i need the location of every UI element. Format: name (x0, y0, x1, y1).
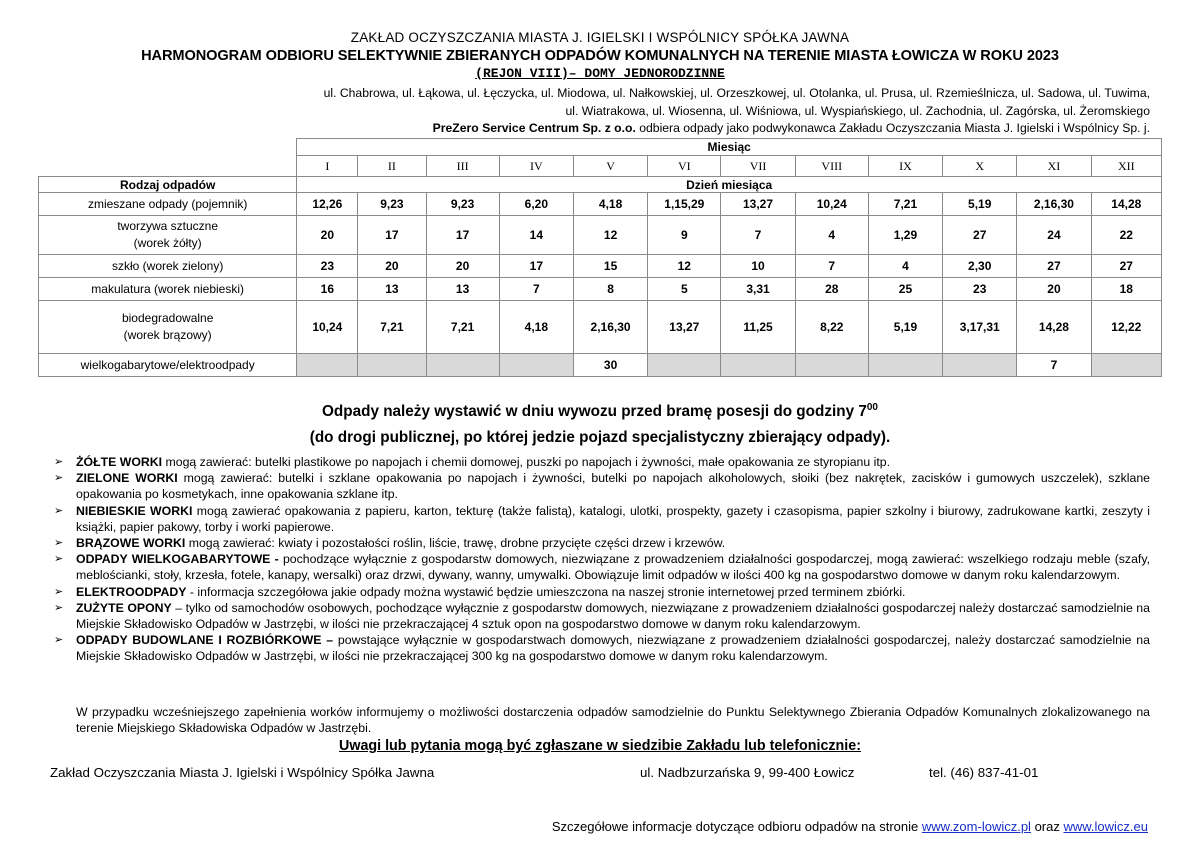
pickup-day-cell: 23 (297, 255, 358, 278)
rule-item (54, 584, 1150, 600)
rule-item (54, 503, 1150, 535)
waste-type-label-line-2: (worek brązowy) (123, 328, 212, 342)
pickup-day-cell: 9,23 (426, 193, 499, 216)
month-9: IX (868, 156, 942, 177)
pickup-day-cell: 5,19 (943, 193, 1017, 216)
month-header-row (39, 139, 1162, 156)
region-subtitle-text: (REJON VIII)– DOMY JEDNORODZINNE (475, 66, 725, 81)
waste-type-label-line-1: tworzywa sztuczne (117, 219, 219, 233)
waste-type-label-line-2: (worek żółty) (133, 236, 202, 250)
schedule-table (38, 138, 1162, 377)
setout-notice-detail: (do drogi publicznej, po której jedzie pojazd specjalistyczny zbierający odpady). (309, 429, 891, 446)
arrow-bullet-icon: ➢ (54, 634, 64, 647)
street-list (150, 85, 1150, 120)
pickup-day-cell: 7,21 (868, 193, 942, 216)
pickup-day-cell (297, 354, 358, 377)
month-12: XII (1091, 156, 1161, 177)
day-of-month-header: Dzień miesiąca (297, 177, 1162, 193)
pickup-day-cell: 20 (426, 255, 499, 278)
rule-heading: ZUŻYTE OPONY (76, 600, 172, 615)
waste-type-label (39, 354, 297, 377)
pickup-day-cell (943, 354, 1017, 377)
table-row (39, 255, 1162, 278)
pickup-day-cell (358, 354, 426, 377)
pickup-day-cell (499, 354, 573, 377)
pickup-day-cell: 12 (573, 216, 647, 255)
waste-type-label (39, 278, 297, 301)
rule-text: mogą zawierać: kwiaty i pozostałości roślin, liście, trawę, drobne przycięte części drzew i krzewów. (185, 536, 726, 551)
table-row (39, 216, 1162, 255)
pickup-day-cell: 30 (573, 354, 647, 377)
pickup-day-cell: 25 (868, 278, 942, 301)
rule-text: mogą zawierać opakowania z papieru, karton, tekturę (także falistą), katalogi, ulotki, prospekty, gazety i czasopisma, papier szkolny i biurowy, zadrukowane kartki, zeszyty i książki, papier pakowy, torby i worki papierowe. (76, 503, 1150, 534)
pickup-day-cell: 4,18 (573, 193, 647, 216)
pickup-day-cell: 13,27 (648, 301, 721, 354)
pickup-day-cell (721, 354, 795, 377)
month-11: XI (1017, 156, 1091, 177)
pickup-day-cell: 12 (648, 255, 721, 278)
pickup-day-cell: 17 (426, 216, 499, 255)
month-8: VIII (795, 156, 868, 177)
pickup-day-cell: 3,31 (721, 278, 795, 301)
pickup-day-cell: 14,28 (1091, 193, 1161, 216)
table-row (39, 278, 1162, 301)
pickup-day-cell: 7 (499, 278, 573, 301)
setout-notice-minutes: 00 (866, 402, 878, 413)
rule-heading: ZIELONE WORKI (76, 471, 178, 486)
pickup-day-cell: 18 (1091, 278, 1161, 301)
arrow-bullet-icon: ➢ (54, 553, 64, 566)
pickup-day-cell: 23 (943, 278, 1017, 301)
document-title: HARMONOGRAM ODBIORU SELEKTYWNIE ZBIERANYCH ODPADÓW KOMUNALNYCH NA TERENIE MIASTA ŁOWICZA W ROKU 2023 (141, 48, 1059, 64)
pickup-day-cell: 10 (721, 255, 795, 278)
pickup-day-cell: 4 (795, 216, 868, 255)
rule-item (54, 535, 1150, 551)
arrow-bullet-icon: ➢ (54, 472, 64, 485)
pickup-day-cell: 10,24 (297, 301, 358, 354)
info-paragraph: W przypadku wcześniejszego zapełnienia worków informujemy o możliwości dostarczenia odpadów samodzielnie do Punktu Selektywnego Zbierania Odpadów Komunalnych zlokalizowanego na terenie Miejskiego Składowiska Odpadów w Jastrzębi. (76, 705, 1150, 736)
contact-heading: Uwagi lub pytania mogą być zgłaszane w siedzibie Zakładu lub telefonicznie: (339, 738, 861, 754)
pickup-day-cell: 7 (721, 216, 795, 255)
rule-heading: ODPADY BUDOWLANE I ROZBIÓRKOWE – (76, 633, 334, 648)
setout-notice (0, 402, 1200, 421)
zom-lowicz-link[interactable]: www.zom-lowicz.pl (921, 819, 1031, 834)
pickup-day-cell: 9,23 (358, 193, 426, 216)
month-4: IV (499, 156, 573, 177)
contact-phone: tel. (46) 837-41-01 (929, 765, 1039, 780)
pickup-day-cell (795, 354, 868, 377)
rule-heading: ELEKTROODPADY (76, 584, 187, 599)
footer-text: Szczegółowe informacje dotyczące odbioru odpadów na stronie (551, 819, 922, 834)
street-list-line-2: ul. Wiatrakowa, ul. Wiosenna, ul. Wiśniowa, ul. Wyspiańskiego, ul. Zachodnia, ul. Zagórska, ul. Żeromskiego (565, 103, 1150, 118)
pickup-day-cell: 20 (1017, 278, 1091, 301)
pickup-day-cell: 1,15,29 (648, 193, 721, 216)
month-10: X (943, 156, 1017, 177)
month-3: III (426, 156, 499, 177)
arrow-bullet-icon: ➢ (54, 585, 64, 598)
pickup-day-cell: 17 (358, 216, 426, 255)
rule-item (54, 632, 1150, 664)
street-list-line-1: ul. Chabrowa, ul. Łąkowa, ul. Łęczycka, ul. Miodowa, ul. Nałkowskiej, ul. Orzeszkowej, ul. Otolanka, ul. Prusa, ul. Rzemieślnicza, ul. Sadowa, ul. Tuwima, (323, 86, 1150, 100)
pickup-day-cell: 13 (358, 278, 426, 301)
pickup-day-cell: 7 (1017, 354, 1091, 377)
pickup-day-cell (868, 354, 942, 377)
lowicz-link[interactable]: www.lowicz.eu (1063, 819, 1148, 834)
contact-company-name: Zakład Oczyszczania Miasta J. Igielski i Wspólnicy Spółka Jawna (50, 765, 435, 780)
pickup-day-cell: 12,22 (1091, 301, 1161, 354)
rule-text: – tylko od samochodów osobowych, pochodzące wyłącznie z gospodarstw domowych, niezwiązane z prowadzeniem działalności gospodarczej należy dostarczać samodzielnie na Miejskie Składowisko Odpadów w Jastrzębi, w ilości nie przekraczającej 4 sztuk opon na gospodarstwo domowe w danym roku kalendarzowym. (76, 600, 1150, 632)
waste-type-header: Rodzaj odpadów (39, 177, 297, 193)
subcontractor-name: PreZero Service Centrum Sp. z o.o. (432, 121, 636, 135)
pickup-day-cell: 8,22 (795, 301, 868, 354)
pickup-day-cell: 13 (426, 278, 499, 301)
rule-item (54, 470, 1150, 502)
pickup-day-cell: 9 (648, 216, 721, 255)
subheader-row (39, 177, 1162, 193)
pickup-day-cell: 14,28 (1017, 301, 1091, 354)
pickup-day-cell: 15 (573, 255, 647, 278)
pickup-day-cell: 20 (297, 216, 358, 255)
rule-heading: NIEBIESKIE WORKI (76, 503, 193, 518)
footer-note (0, 819, 1148, 834)
month-5: V (573, 156, 647, 177)
table-row (39, 301, 1162, 354)
waste-rules-list (54, 454, 1150, 665)
pickup-day-cell (426, 354, 499, 377)
month-7: VII (721, 156, 795, 177)
pickup-day-cell: 3,17,31 (943, 301, 1017, 354)
pickup-day-cell: 22 (1091, 216, 1161, 255)
pickup-day-cell: 7,21 (426, 301, 499, 354)
arrow-bullet-icon: ➢ (54, 504, 64, 517)
rule-item (54, 600, 1150, 632)
pickup-day-cell: 14 (499, 216, 573, 255)
pickup-day-cell (648, 354, 721, 377)
footer-and: oraz (1030, 819, 1064, 834)
pickup-day-cell: 16 (297, 278, 358, 301)
rule-item (54, 551, 1150, 583)
region-subtitle (0, 66, 1200, 81)
pickup-day-cell: 28 (795, 278, 868, 301)
rule-heading: ODPADY WIELKOGABARYTOWE - (76, 552, 279, 567)
pickup-day-cell: 6,20 (499, 193, 573, 216)
pickup-day-cell: 4,18 (499, 301, 573, 354)
corner-cell-lower (39, 156, 297, 177)
waste-type-label-line-1: makulatura (worek niebieski) (91, 281, 245, 296)
pickup-day-cell: 17 (499, 255, 573, 278)
pickup-day-cell: 4 (868, 255, 942, 278)
contact-address: ul. Nadbzurzańska 9, 99-400 Łowicz (640, 765, 855, 780)
rule-text: mogą zawierać: butelki plastikowe po napojach i chemii domowej, puszki po napojach i żywności, małe opakowania ze styropianu itp. (162, 455, 891, 469)
rule-text: powstające wyłącznie w gospodarstwach domowych, niezwiązane z prowadzeniem działalności gospodarczej, należy dostarczać samodzielnie na Miejskie Składowisko Odpadów w Jastrzębi, w ilości nie przekraczającej 300 kg na gospodarstwo domowe w danym roku kalendarzowym. (76, 633, 1150, 664)
waste-type-label (39, 255, 297, 278)
pickup-day-cell: 11,25 (721, 301, 795, 354)
waste-type-label (39, 193, 297, 216)
rule-heading: ŻÓŁTE WORKI (76, 455, 163, 469)
pickup-day-cell: 1,29 (868, 216, 942, 255)
rule-item (54, 454, 1150, 470)
pickup-day-cell: 5,19 (868, 301, 942, 354)
arrow-bullet-icon: ➢ (54, 456, 64, 468)
rule-heading: BRĄZOWE WORKI (76, 536, 186, 551)
pickup-day-cell: 10,24 (795, 193, 868, 216)
rule-text: pochodzące wyłącznie z gospodarstw domowych, niezwiązane z prowadzeniem działalności gospodarczej, mogą zawierać: wszelkiego rodzaju meble (szafy, meblościanki, stoły, krzesła, fotele, kanapy, wersalki) oraz drzwi, dywany, wanny, umywalki. Obowiązuje limit odpadów w ilości 400 kg na gospodarstwo domowe w danym roku kalendarzowym. (76, 552, 1150, 583)
table-row (39, 193, 1162, 216)
month-6: VI (648, 156, 721, 177)
rule-text: mogą zawierać: butelki i szklane opakowania po napojach i żywności, butelki po napojach alkoholowych, słoiki (bez nakrętek, zacisków i gumowych uszczelek), szklane opakowania po kosmetykach, inne opakowania szklane itp. (76, 471, 1150, 502)
waste-type-label (39, 216, 297, 255)
waste-type-label-line-1: szkło (worek zielony) (111, 258, 224, 273)
pickup-day-cell: 20 (358, 255, 426, 278)
waste-type-label-line-1: biodegradowalne (121, 311, 214, 325)
waste-type-label-line-1: zmieszane odpady (pojemnik) (87, 196, 248, 211)
arrow-bullet-icon: ➢ (54, 601, 64, 614)
month-names-row (39, 156, 1162, 177)
pickup-day-cell: 7,21 (358, 301, 426, 354)
setout-notice-text: Odpady należy wystawić w dniu wywozu przed bramę posesji do godziny 7 (322, 403, 867, 420)
pickup-day-cell: 27 (1091, 255, 1161, 278)
month-1: I (297, 156, 358, 177)
waste-type-label (39, 301, 297, 354)
pickup-day-cell: 7 (795, 255, 868, 278)
pickup-day-cell: 2,16,30 (1017, 193, 1091, 216)
arrow-bullet-icon: ➢ (54, 537, 64, 550)
pickup-day-cell: 2,16,30 (573, 301, 647, 354)
pickup-day-cell: 2,30 (943, 255, 1017, 278)
subcontractor-text: odbiera odpady jako podwykonawca Zakładu Oczyszczania Miasta J. Igielski i Wspólnicy Sp. j. (635, 121, 1150, 135)
company-name: ZAKŁAD OCZYSZCZANIA MIASTA J. IGIELSKI I WSPÓLNICY SPÓŁKA JAWNA (350, 30, 850, 45)
table-row (39, 354, 1162, 377)
pickup-day-cell: 12,26 (297, 193, 358, 216)
pickup-day-cell: 27 (1017, 255, 1091, 278)
month-header: Miesiąc (297, 139, 1162, 156)
month-2: II (358, 156, 426, 177)
corner-cell (39, 139, 297, 156)
pickup-day-cell (1091, 354, 1161, 377)
pickup-day-cell: 24 (1017, 216, 1091, 255)
pickup-day-cell: 5 (648, 278, 721, 301)
pickup-day-cell: 13,27 (721, 193, 795, 216)
pickup-day-cell: 27 (943, 216, 1017, 255)
waste-type-label-line-1: wielkogabarytowe/elektroodpady (80, 357, 255, 372)
rule-text: - informacja szczegółowa jakie odpady można wystawić będzie umieszczona na naszej stronie internetowej przed terminem zbiórki. (186, 584, 906, 599)
subcontractor-note (150, 121, 1150, 135)
pickup-day-cell: 8 (573, 278, 647, 301)
